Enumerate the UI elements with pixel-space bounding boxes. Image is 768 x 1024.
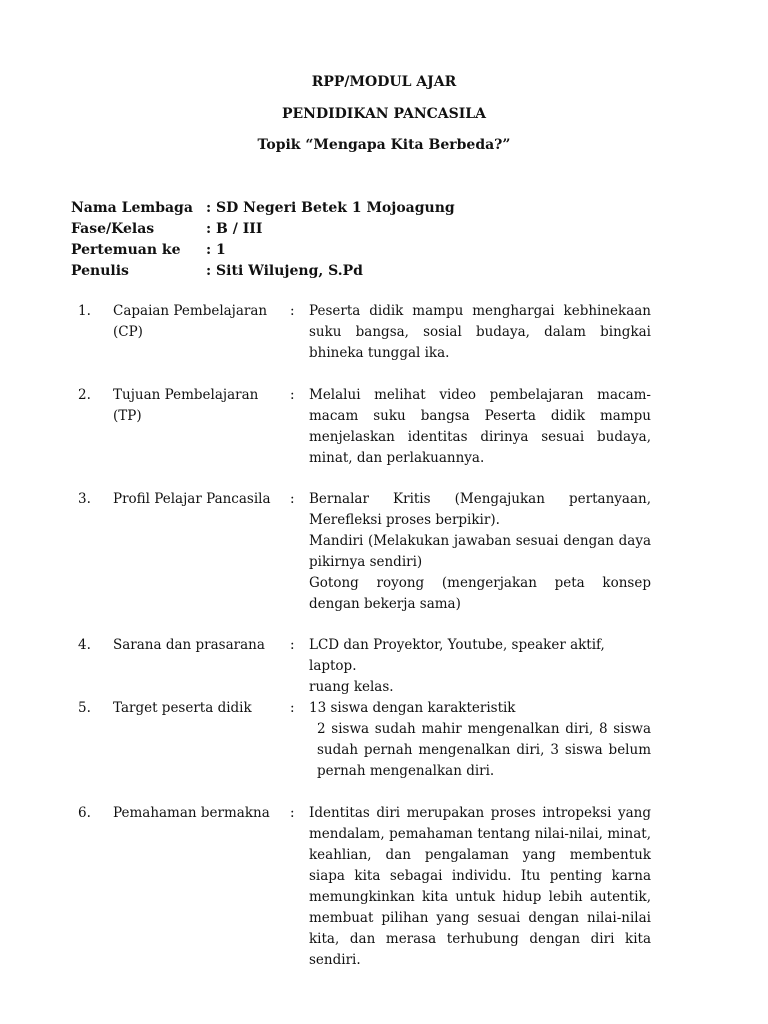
section-number: 4. (78, 637, 91, 653)
section-number: 6. (78, 805, 91, 821)
section-paragraph: 13 siswa dengan karakteristik (309, 700, 516, 716)
identity-block (71, 198, 455, 282)
section-paragraph: Gotong royong (mengerjakan peta konsep dengan bekerja sama) (309, 575, 651, 612)
info-row (71, 240, 455, 261)
info-value: : 1 (206, 242, 226, 258)
section-colon: : (290, 303, 295, 319)
section-paragraph: Identitas diri merupakan proses intropeksi yang mendalam, pemahaman tentang nilai-nilai, minat, keahlian, dan pengalaman yang membentuk siapa kita sebagai individu. Itu penting karna memungkinkan kita untuk hidup lebih autentik, membuat pilihan yang sesuai dengan nilai-nilai kita, dan merasa terhubung dengan diri kita sendiri. (309, 805, 651, 968)
section-content (309, 698, 651, 782)
section-paragraph: Bernalar Kritis (Mengajukan pertanyaan, Merefleksi proses berpikir). (309, 491, 651, 528)
section-content (309, 489, 651, 615)
section-content (309, 385, 651, 469)
section-number: 1. (78, 303, 91, 319)
section-label: Tujuan Pembelajaran (TP) (113, 387, 259, 424)
info-value: : SD Negeri Betek 1 Mojoagung (206, 200, 455, 216)
section-paragraph: Melalui melihat video pembelajaran macam-macam suku bangsa Peserta didik mampu menjelaskan identitas dirinya sesuai budaya, minat, dan perlakuannya. (309, 387, 651, 466)
section-colon: : (290, 637, 295, 653)
section-paragraph: Peserta didik mampu menghargai kebhinekaan suku bangsa, sosial budaya, dalam bingkai bhineka tunggal ika. (309, 303, 651, 361)
section-content (309, 635, 651, 698)
section-paragraph: LCD dan Proyektor, Youtube, speaker aktif, laptop. (309, 637, 605, 674)
info-label: Fase/Kelas (71, 221, 155, 237)
info-value: : B / III (206, 221, 263, 237)
section-label: Sarana dan prasarana (113, 637, 265, 653)
section-number: 3. (78, 491, 91, 507)
section-colon: : (290, 805, 295, 821)
info-value: : Siti Wilujeng, S.Pd (206, 263, 363, 279)
section-colon: : (290, 491, 295, 507)
document-title: RPP/MODUL AJAR (311, 74, 457, 90)
info-label: Penulis (71, 263, 129, 279)
section-colon: : (290, 700, 295, 716)
section-number: 5. (78, 700, 91, 716)
topic-title: Topik “Mengapa Kita Berbeda?” (257, 137, 511, 153)
section-content (309, 803, 651, 971)
section-paragraph: 2 siswa sudah mahir mengenalkan diri, 8 siswa sudah pernah mengenalkan diri, 3 siswa belum pernah mengenalkan diri. (317, 721, 651, 779)
section-label: Pemahaman bermakna (113, 805, 270, 821)
section-label: Capaian Pembelajaran (CP) (113, 303, 268, 340)
section-paragraph: ruang kelas. (309, 679, 394, 695)
section-paragraph: Mandiri (Melakukan jawaban sesuai dengan daya pikirnya sendiri) (309, 533, 651, 570)
info-label: Pertemuan ke (71, 242, 181, 258)
info-row (71, 219, 455, 240)
info-row (71, 198, 455, 219)
section-label: Target peserta didik (113, 700, 252, 716)
section-colon: : (290, 387, 295, 403)
section-number: 2. (78, 387, 91, 403)
info-row (71, 261, 455, 282)
section-label: Profil Pelajar Pancasila (113, 491, 271, 507)
section-content (309, 301, 651, 364)
info-label: Nama Lembaga (71, 200, 193, 216)
subject-title: PENDIDIKAN PANCASILA (281, 106, 487, 122)
